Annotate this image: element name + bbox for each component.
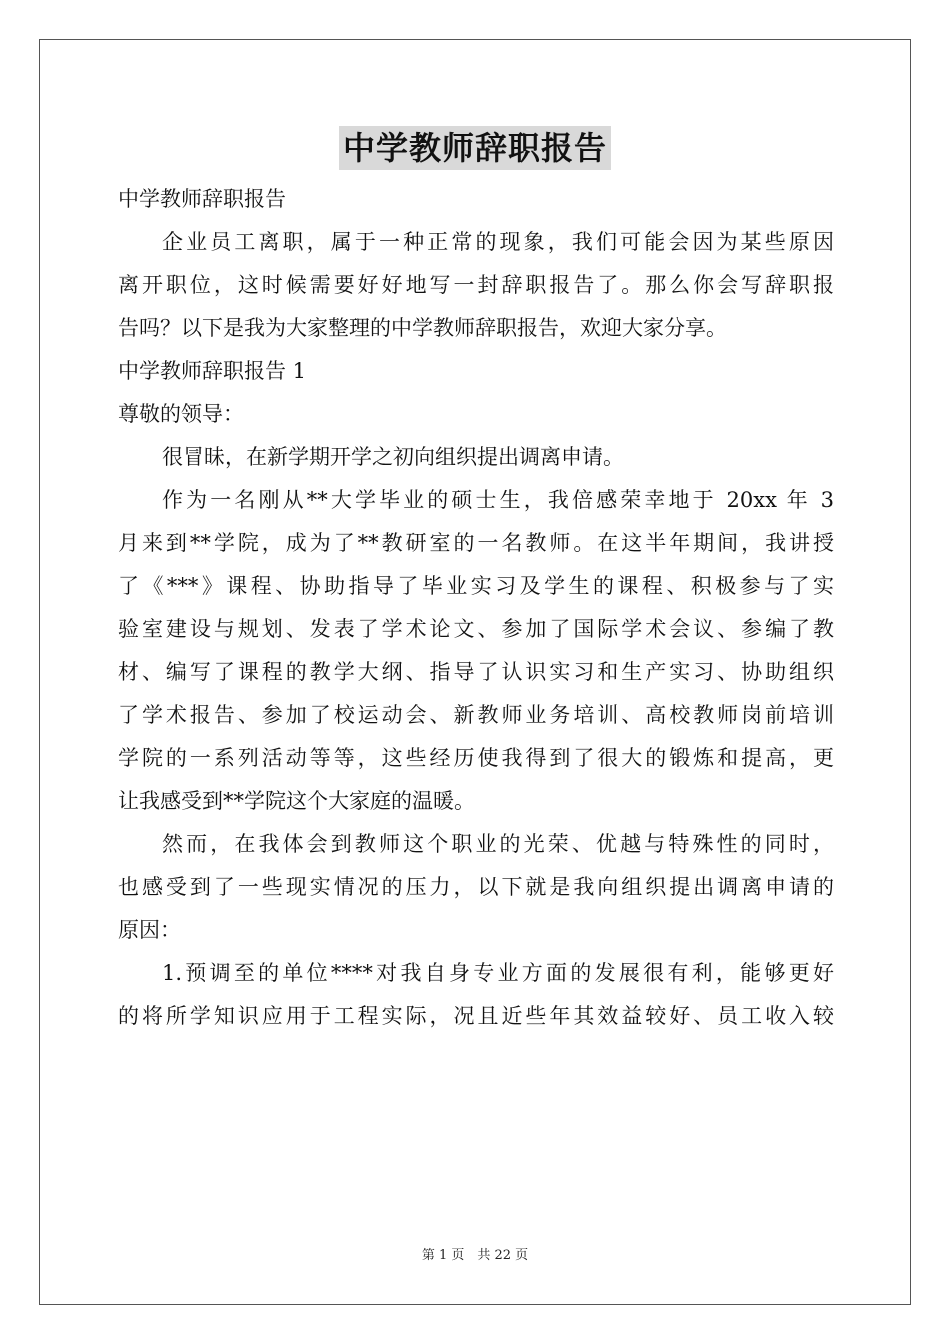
text-line: 1.预调至的单位****对我自身专业方面的发展很有利，能够更好 [162,961,834,985]
text-line: 告吗？以下是我为大家整理的中学教师辞职报告，欢迎大家分享。 [118,316,727,340]
text-line: 很冒昧，在新学期开学之初向组织提出调离申请。 [162,445,624,469]
text-line: 中学教师辞职报告 [118,187,286,211]
text-line: 验室建设与规划、发表了学术论文、参加了国际学术会议、参编了教 [118,617,834,641]
document-body [118,178,834,1038]
text-line: 中学教师辞职报告 1 [118,359,307,383]
text-line: 然而，在我体会到教师这个职业的光荣、优越与特殊性的同时， [162,832,834,856]
text-line: 材、编写了课程的教学大纲、指导了认识实习和生产实习、协助组织 [118,660,834,684]
text-line: 学院的一系列活动等等，这些经历使我得到了很大的锻炼和提高，更 [118,746,834,770]
document-title [0,126,950,170]
document-title-text: 中学教师辞职报告 [339,126,611,170]
text-line: 尊敬的领导： [118,402,244,426]
text-line: 的将所学知识应用于工程实际，况且近些年其效益较好、员工收入较 [118,1004,834,1028]
text-line: 月来到**学院，成为了**教研室的一名教师。在这半年期间，我讲授 [118,531,834,555]
text-line: 了学术报告、参加了校运动会、新教师业务培训、高校教师岗前培训 [118,703,834,727]
text-line: 企业员工离职，属于一种正常的现象，我们可能会因为某些原因 [162,230,834,254]
text-line: 也感受到了一些现实情况的压力，以下就是我向组织提出调离申请的 [118,875,834,899]
text-line: 原因： [118,918,181,942]
text-line: 了《***》课程、协助指导了毕业实习及学生的课程、积极参与了实 [118,574,834,598]
text-line: 让我感受到**学院这个大家庭的温暖。 [118,789,475,813]
text-line: 作为一名刚从**大学毕业的硕士生，我倍感荣幸地于 20xx 年 3 [162,488,834,512]
text-line: 离开职位，这时候需要好好地写一封辞职报告了。那么你会写辞职报 [118,273,834,297]
page-number: 第 1 页 共 22 页 [421,1248,529,1263]
